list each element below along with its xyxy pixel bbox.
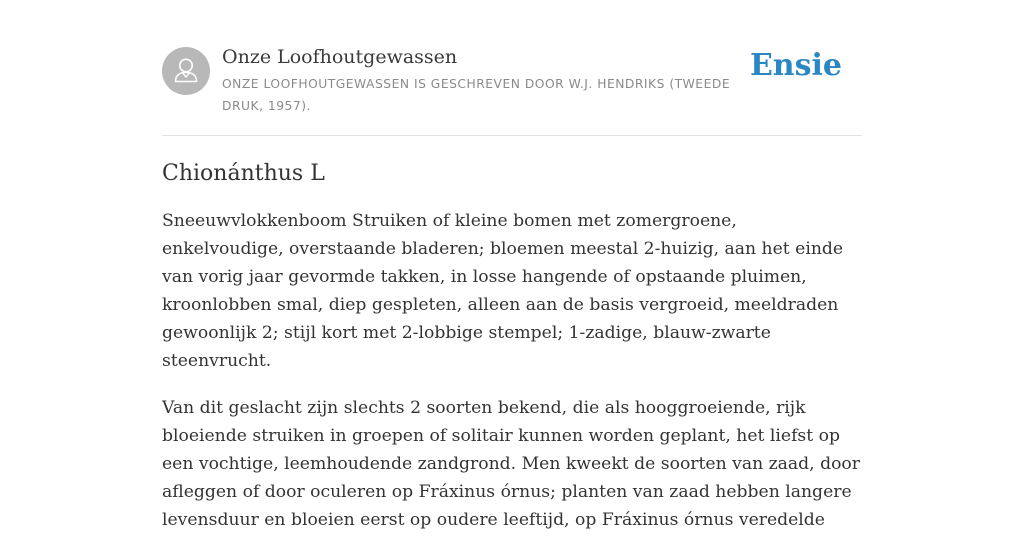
article: [162, 156, 862, 553]
publication-header: [162, 44, 862, 136]
publication-subtitle: ONZE LOOFHOUTGEWASSEN IS GESCHREVEN DOOR W.J. HENDRIKS (TWEEDE DRUK, 1957).: [222, 77, 731, 113]
article-paragraph-1: Sneeuwvlokkenboom Struiken of kleine bomen met zomergroene, enkelvoudige, overstaande bladeren; bloemen meestal 2-huizig, aan het einde van vorig jaar gevormde takken, in losse hangende of opstaande pluimen, kroonlobben smal, diep gespleten, alleen aan de basis vergroeid, meeldraden gewoonlijk 2; stijl kort met 2-lobbige stempel; 1-zadige, blauw-zwarte steenvrucht.: [162, 211, 844, 371]
article-paragraph-2: Van dit geslacht zijn slechts 2 soorten bekend, die als hooggroeiende, rijk bloeiende struiken in groepen of solitair kunnen worden geplant, het liefst op een vochtige, leemhoudende zandgrond. Men kweekt de soorten van zaad, door afleggen of door oculeren op Fráxinus órnus; planten van zaad hebben langere levensduur en bloeien eerst op oudere leeftijd, op Fráxinus órnus veredelde: [162, 398, 860, 530]
article-title: Chionánthus L: [162, 161, 325, 186]
ensie-logo-link[interactable]: Ensie: [749, 48, 842, 83]
user-silhouette-icon[interactable]: [162, 47, 210, 95]
publication-title[interactable]: Onze Loofhoutgewassen: [222, 46, 458, 68]
